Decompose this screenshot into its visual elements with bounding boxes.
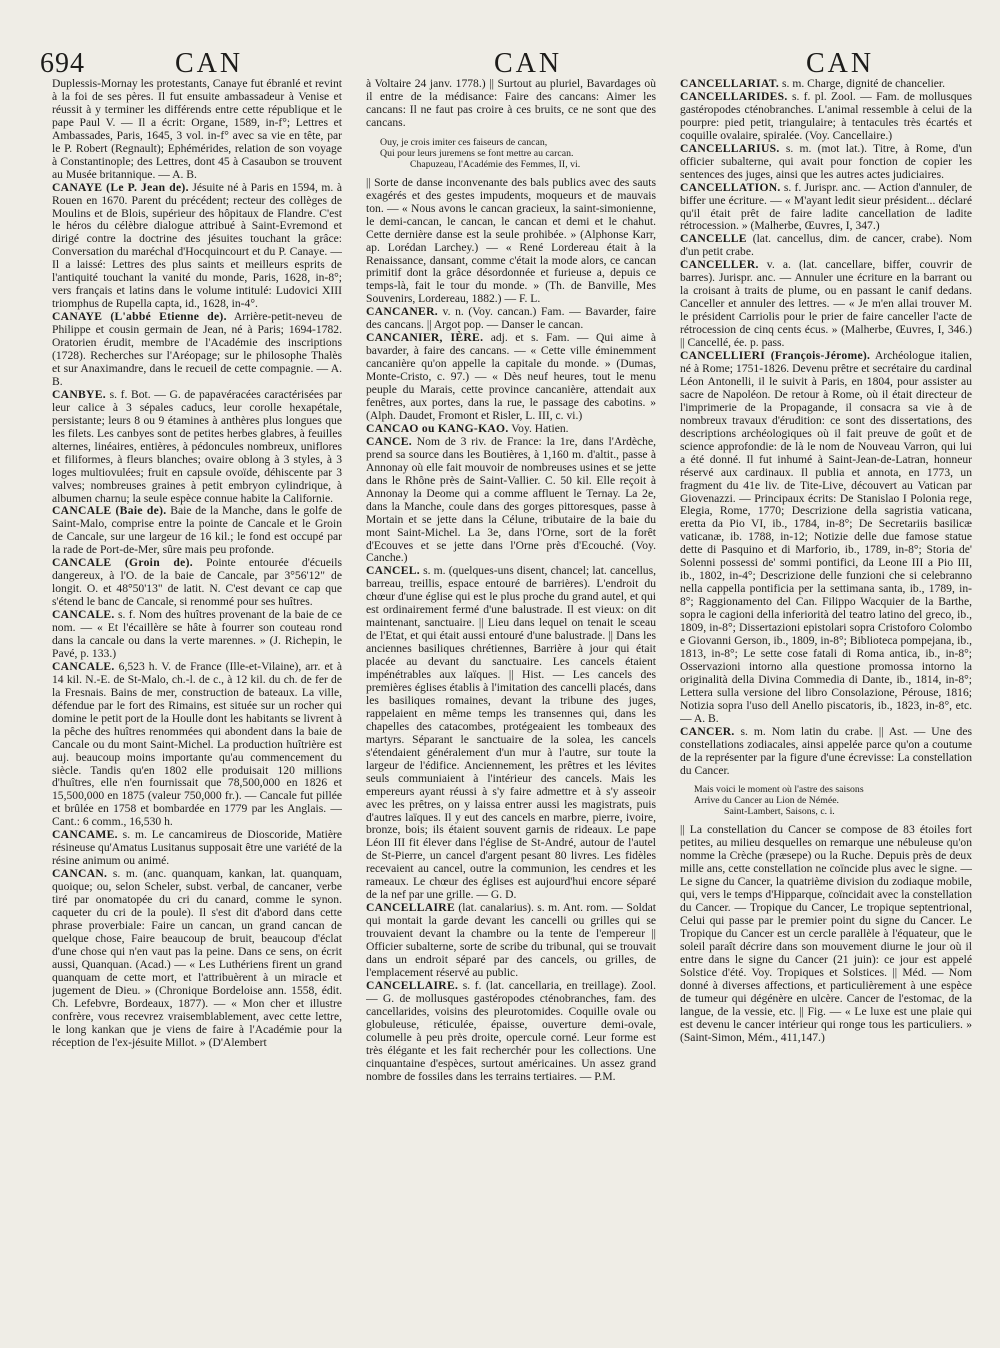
dictionary-entry bbox=[366, 332, 656, 423]
running-head-left: CAN bbox=[175, 48, 244, 79]
verse-line: Arrive du Cancer au Lion de Némée. bbox=[694, 795, 839, 807]
entry-headword: CANCALE. bbox=[52, 608, 115, 622]
entry-body: s. m. (quelques-uns disent, chancel; lat. cancellus, barreau, treillis, espace entouré de barrières). L'endroit du chœur d'une église qui est le plus proche du grand autel, et qui est ordinairement fermé d'une balustrade. Il est vieux: on dit maintenant, sanctuaire. || Lieu dans lequel on tenait le sceau de l'Etat, et qui était aussi entouré d'une balustrade. || Dans les anciennes basiliques chrétiennes, Barrière à jour qui était placée au devant du sanctuaire. Les cancels étaient impénétrables aux laïques. || Hist. — Les cancels des premières églises établis à l'imitation des cancelli placés, dans les basiliques romaines, devant la tribune des juges, rappelaient en même temps les transennes qui, dans les chapelles des catacombes, protégeaient les tombeaux des martyrs. Séparant le sanctuaire de la solea, les cancels s'étendaient généralement d'un mur à l'autre, sur toute la largeur de l'édifice. Anciennement, les prêtres et les lévites seuls communiaient à l'intérieur des cancels. Mais les empereurs ayant réussi à s'y faire admettre et à s'y asseoir avec les prêtres, on y laissa entrer aussi les magistrats, puis d'autres laïques. Il y eut des cancels en marbre, pierre, ivoire, bronze, bois; ils étaient souvent garnis de rideaux. Le pape Léon III fit élever dans l'église de St-André, autour de l'autel de St-Pierre, un cancel d'argent pesant 80 livres. Les fidèles recevaient au cancel, outre la communion, les cendres et les rameaux. Le chœur des églises est aujourd'hui encore séparé de la nef par une grille. — G. D. bbox=[366, 564, 656, 902]
dictionary-entry bbox=[680, 143, 972, 182]
entry-continuation: à Voltaire 24 janv. 1778.) || Surtout au pluriel, Bavardages où il entre de la médisance: Faire des cancans: Aimer les cancans: Il ne faut pas croire à ces bruits, ce ne sont que des cancans. bbox=[366, 78, 656, 129]
dictionary-entry bbox=[52, 661, 342, 829]
entry-body: s. f. (lat. cancellaria, en treillage). Zool. — G. de mollusques gastéropodes cténobranches, fam. des cancellarides, voisins des pleurotomides. Coquille ovale ou globuleuse, réticulée, épaisse, ouverture demi-ovale, columelle à peu près droite, opercule corné. Leur forme est très élégante et les fait recherchér pour les collections. Une cinquantaine d'espèces, surtout américaines. Un assez grand nombre de fossiles dans les terrains tertiaires. — P.M. bbox=[366, 978, 656, 1083]
entry-body: v. a. (lat. cancellare, biffer, couvrir de barres). Jurispr. anc. — Annuler une écriture en la barrant ou la croisant à traits de plume, ou en passant le canif dedans. Canceller et annuler des lettres. — « Je m'en allai trouver M. le président Carriolis pour le prier de faire canceller l'acte de rétrocession de cinq cents écus. » (Malherbe, Œuvres, I, 346.) || Cancellé, ée. p. pass. bbox=[680, 258, 972, 350]
entry-body: s. f. Nom des huîtres provenant de la baie de ce nom. — « Et l'écaillère se hâte à fourrer son couteau rond dans la cancale ou dans la verte marennes. » (J. Richepin, le Pavé, p. 133.) bbox=[52, 608, 342, 660]
entry-headword: CANAYE (Le P. Jean de). bbox=[52, 180, 189, 194]
entry-headword: CANCALE (Groin de). bbox=[52, 556, 193, 570]
dictionary-entry bbox=[52, 389, 342, 506]
entry-headword: CANCELLAIRE. bbox=[366, 978, 459, 992]
entry-headword: CANCELLER. bbox=[680, 258, 759, 272]
running-head-center: CAN bbox=[494, 48, 563, 79]
entry-body: v. n. (Voy. cancan.) Fam. — Bavarder, faire des cancans. || Argot pop. — Danser le cancan. bbox=[366, 305, 656, 332]
dictionary-entry bbox=[52, 829, 342, 868]
entry-body: s. f. pl. Zool. — Fam. de mollusques gastéropodes cténobranches. L'animal ressemble à celui de la pourpre: pied petit, triangulaire; à tentacules très écartés et coquille ovalaire, spiralée. (Voy. Cancellaire.) bbox=[680, 89, 972, 142]
entry-body: Arrière-petit-neveu de Philippe et cousin germain de Jean, né à Paris; 1694-1782. Oratorien érudit, membre de l'Académie des inscriptions (1728). Recherches sur l'Aréopage; sur le philosophe Thalès et sur Anaximandre, dans le recueil de cette compagnie. — A. B. bbox=[52, 310, 342, 388]
dictionary-entry bbox=[52, 868, 342, 1049]
text-column-right bbox=[680, 78, 972, 1340]
entry-headword: CANCELLARIAT. bbox=[680, 78, 780, 90]
page-number: 694 bbox=[40, 48, 85, 79]
entry-body: Nom de 3 riv. de France: la 1re, dans l'Ardèche, prend sa source dans les Boutières, à 1,160 m. d'altit., passe à Annonay où elle fait mouvoir de nombreuses usines et se jette dans le Rhône près de Saint-Vallier. C. 50 kil. Elle reçoit à Annonay la Deome qui a comme affluent le Ternay. La 2e, dans la Manche, coule dans des gorges pittoresques, passe à Mortain et se jette dans la Célune, tributaire de la baie du mont Saint-Michel. La 3e, dans l'Orne, sort de la forêt d'Ecouves et se jette dans l'Orne près d'Ecouché. (Voy. Canche.) bbox=[366, 434, 656, 565]
dictionary-entry bbox=[52, 182, 342, 312]
entry-headword: CANCANIER, IÈRE. bbox=[366, 331, 484, 345]
entry-headword: CANAYE (L'abbé Etienne de). bbox=[52, 310, 227, 324]
entry-headword: CANCALE (Baie de). bbox=[52, 504, 167, 518]
quotation-source: Saint-Lambert, Saisons, c. i. bbox=[724, 806, 835, 818]
entry-headword: CANCE. bbox=[366, 434, 412, 448]
verse-quotation bbox=[694, 784, 972, 817]
entry-continuation: Duplessis-Mornay les protestants, Canaye fut ébranlé et revint à la foi de ses pères. Il fut ensuite ambassadeur à Venise et réussit à y terminer les différends entre cette république et le pape Paul V. — Il a écrit: Organe, 1589, in-f°; Lettres et Ambassades, Paris, 1645, 3 vol. in-f° avec sa vie en tête, par le P. Robert (Regnault); Ephémérides, relation de son voyage à Constantinople; des Lettres, dont 45 à Casaubon se trouvent au Musée britannique. — A. B. bbox=[52, 78, 342, 181]
dictionary-entry bbox=[366, 306, 656, 332]
entry-body: Jésuite né à Paris en 1594, m. à Rouen en 1670. Parent du précédent; recteur des collèges de Moulins et de Blois, supérieur des hôpitaux de Flandre. C'est le héros du célèbre dialogue attribué à Saint-Evremond et dirigé contre la doctrine des jésuites touchant la grâce: Conversation du maréchal d'Hocquincourt et du P. Canaye. — Il a laissé: Lettres des plus saints et meilleurs esprits de l'antiquité touchant la vanité du monde, Paris, 1628, in-8°; vers français et latins dans le volume intitulé: Ludovici XIII triomphus de Rupella capta, id., 1628, in-4°. bbox=[52, 180, 342, 311]
verse-line: Mais voici le moment où l'astre des saisons bbox=[694, 784, 864, 796]
entry-continuation: || Sorte de danse inconvenante des bals publics avec des sauts exagérés et des gestes impudents, moqueurs et de mauvais ton. — « Nous avons le cancan gracieux, la saint-simonienne, le demi-cancan, le cancan, le cancan et demi et le chahut. Cette dernière danse est la seule prohibée. » (Alphonse Karr, ap. Lorédan Larchey.) — « René Lordereau était à la Renaissance, dansant, comme c'était la mode alors, ce cancan primitif dont la grâce désordonnée et furieuse a, depuis ce temps-là, fait le tour du monde. » (Th. de Banville, Mes Souvenirs, Lordereau, 1882.) — F. L. bbox=[366, 175, 656, 306]
entry-headword: CANCANER. bbox=[366, 305, 438, 319]
entry-body: Archéologue italien, né à Rome; 1751-1826. Devenu prêtre et secrétaire du cardinal Léon Antonelli, il le suivit à Paris, en 1804, pour assister au sacre de Napoléon. De retour à Rome, où il était directeur de l'imprimerie de la Propagande, il consacra sa vie à de nombreux travaux d'érudition: ce sont des dissertations, des descriptions archéologiques où il fait preuve de goût et de science approfondie: de là le nom de Nouveau Varron, qui lui a été donné. Il fut inhumé à Saint-Jean-de-Latran, honneur réservé aux cardinaux. Il publia et annota, en 1773, un fragment du 41e liv. de Tite-Live, découvert au Vatican par Giovenazzi. — Principaux écrits: De Stanislao I Polonia rege, Elegia, Rome, 1770; Descrizione della sagristia vaticana, eretta da Pio VI, ib., 1784, in-8°; De Secretariis basilicæ vaticanæ, ib. 1788, in-12; Notizie delle due famose statue dette di Pasquino et di Marforio, ib., 1789, in-8°; Storia de' Solenni possessi de' sommi pontifici, da Leone III a Pio III, ib., 1802, in-4°; Descrizione delle funzioni che si celebranno nella cappella pontificia per la settimana santa, ib., 1789, in-8°; Raggionamento del Can. Filippo Wacquier de la Barthe, sopra le cagioni della inferiorità del teatro latino del greco, ib., 1809, in-8°; Dissertazioni epistolari sopra Cristoforo Colombo e Giovanni Gerson, ib., 1809, in-8°; Biblioteca pompejana, ib., 1813, in-8°; Le sette cose fatali di Roma antica, ib., in-8°; Osservazioni intorno alla questione promossa intorno la originalità della Divina Commedia di Dante, ib., 1814, in-8°; Lettera sulla versione del libro Consolazione, Pérouse, 1816; Notizia sopra l'uso dell Anello piscatoris, ib., 1823, in-8°, etc. — A. B. bbox=[680, 349, 972, 725]
dictionary-entry bbox=[680, 91, 972, 143]
entry-body: 6,523 h. V. de France (Ille-et-Vilaine), arr. et à 14 kil. N.-E. de St-Malo, ch.-l. de c., à 12 kil. du ch. de fer de la Fresnais. Bains de mer, construction de bateaux. La ville, défendue par le fort des Rimains, est située sur un rocher qui domine le petit port de la Houlle dont les habitants se livrent à la pêche des huîtres renommées qui abondent dans la baie de Cancale ou du mont Saint-Michel. La production huîtrière est auj. beaucoup moins importante qu'au commencement du siècle. Tandis qu'en 1802 elle produisait 120 millions d'huîtres, elle n'en fournissait que 78,500,000 en 1826 et 15,500,000 en 1875 (valeur 750,000 fr.). — Cancale fut pillée et brûlée en 1758 et bombardée en 1779 par les Anglais. — Cant.: 6 comm., 16,530 h. bbox=[52, 659, 342, 829]
dictionary-entry bbox=[680, 182, 972, 234]
entry-headword: CANCEL. bbox=[366, 564, 420, 578]
dictionary-entry bbox=[52, 311, 342, 389]
dictionary-entry bbox=[52, 505, 342, 557]
entry-body: (lat. cancellus, dim. de cancer, crabe). Nom d'un petit crabe. bbox=[680, 232, 972, 259]
verse-line: Ouy, je crois imiter ces faiseurs de cancan, bbox=[380, 136, 548, 148]
entry-headword: CANCELLATION. bbox=[680, 180, 781, 194]
verse-line: Qui pour leurs juremens se font mettre au carcan. bbox=[380, 147, 574, 159]
dictionary-entry bbox=[680, 726, 972, 778]
entry-body: s. m. Nom latin du crabe. || Ast. — Une des constellations zodiacales, ainsi appelée parce qu'on a coutume de la représenter par la figure d'une écrevisse: La constellation du Cancer. bbox=[680, 724, 972, 777]
entry-body: s. m. Charge, dignité de chancelier. bbox=[779, 78, 946, 90]
entry-body: s. m. (anc. quanquam, kankan, lat. quanquam, quoique; ou, selon Scheler, subst. verbal, de cancaner, verbe tiré par onomatopée du cri du canard, comme le synon. caqueter du cri de la poule). Il s'est dit d'abord dans cette phrase proverbiale: Faire un cancan, un grand cancan de quelque chose, Faire beaucoup de bruit, beaucoup d'éclat d'une chose qui n'en vaut pas la peine. Dans ce sens, on écrit aussi, Quanquan. (Acad.) — « Les Luthériens firent un grand quanquam de cette mort, et l'attribuèrent à un miracle et jugement de Dieu. » (Chronique Bordeloise ann. 1558, édit. Ch. Lefebvre, Bordeaux, 1877). — « Mon cher et illustre confrère, vous recevrez vraisemblablement, avec cette lettre, le long kankan que je viens de faire à l'Académie pour la réception de l'ex-jésuite Millot. » (D'Alembert bbox=[52, 867, 342, 1049]
entry-body: (lat. canalarius). s. m. Ant. rom. — Soldat qui montait la garde devant les cancelli ou grilles qui se trouvaient devant la chambre ou la tente de l'empereur || Officier subalterne, sorte de scribe du tribunal, qui se trouvait dans un endroit séparé par des cancels, ou grilles, de l'emplacement réservé au public. bbox=[366, 901, 656, 979]
entry-body: s. f. Bot. — G. de papavéracées caractérisées par leur calice à 3 sépales caducs, leur corolle hexapétale, persistante; leurs 8 ou 9 étamines à anthères plus longues que les filets. Les canbyes sont de petites herbes glabres, à feuilles alternes, linéaires, entières, à pédoncules nombreux, uniflores et filiformes, à fleurs blanches; ovaire oblong à 3 styles, à 3 loges multiovulées; fruit en capsule ovoïde, déhiscente par 3 valves; nombreuses graines à petit embryon cylindrique, à albumen charnu; la seule espèce connue habite la Californie. bbox=[52, 387, 342, 505]
dictionary-entry bbox=[680, 350, 972, 726]
entry-headword: CANCAO ou KANG-KAO. bbox=[366, 421, 509, 435]
entry-headword: CANBYE. bbox=[52, 387, 106, 401]
entry-headword: CANCELLIERI (François-Jérome). bbox=[680, 349, 871, 363]
entry-headword: CANCELLE bbox=[680, 232, 747, 246]
dictionary-entry bbox=[52, 557, 342, 609]
dictionary-entry bbox=[52, 609, 342, 661]
entry-body: s. m. (mot lat.). Titre, à Rome, d'un officier subalterne, qui avait pour fonction de copier les sentences des juges, ainsi que les autres actes judiciaires. bbox=[680, 141, 972, 181]
running-head-right: CAN bbox=[806, 48, 875, 79]
entry-headword: CANCELLARIUS. bbox=[680, 141, 780, 155]
dictionary-entry bbox=[366, 902, 656, 980]
entry-headword: CANCALE. bbox=[52, 659, 115, 673]
entry-body: Voy. Hatien. bbox=[508, 421, 569, 435]
text-column-left bbox=[52, 78, 342, 1340]
entry-continuation: || La constellation du Cancer se compose de 83 étoiles fort petites, au milieu desquelles on remarque une nébuleuse qu'on nomme la Crèche (præsepe) ou la Ruche. Depuis près de deux mille ans, cette constellation ne coïncide plus avec le signe. — Le signe du Cancer, la quatrième division du zodiaque mobile, qui, vers le temps d'Hipparque, coïncidait avec la constellation du Cancer. — Tropique du Cancer, Le tropique septentrional, Celui qui passe par le premier point du signe du Cancer. Le Tropique du Cancer est un cercle parallèle à l'équateur, que le soleil paraît décrire dans son mouvement diurne le jour où il entre dans le signe du Cancer (21 juin): ce jour est appelé Solstice d'été. Voy. Tropiques et Solstices. || Méd. — Nom donné à diverses affections, et particulièrement à une espèce de tumeur qui dégénère en ulcère. Cancer de l'estomac, de la langue, de la vessie, etc. || Fig. — « Le luxe est une plaie qui est devenu le cancer intérieur qui ronge tous les particuliers. » (Saint-Simon, Mém., 411,147.) bbox=[680, 823, 972, 1044]
entry-body: Baie de la Manche, dans le golfe de Saint-Malo, comprise entre la pointe de Cancale et le Groin de Cancale, sur une largeur de 16 kil.; le fond est occupé par la rade de Port-de-Mer, sûre mais peu profonde. bbox=[52, 504, 342, 557]
dictionary-entry bbox=[366, 436, 656, 566]
entry-headword: CANCELLARIDES. bbox=[680, 89, 788, 103]
entry-body: Pointe entourée d'écueils dangereux, à l'O. de la baie de Cancale, par 3°56'12" de longit. O. et 48°50'13" de latit. N. C'est devant ce cap que s'étend le banc de Cancale, si renommé pour ses huîtres. bbox=[52, 556, 342, 609]
entry-headword: CANCER. bbox=[680, 724, 735, 738]
entry-headword: CANCELLAIRE bbox=[366, 901, 455, 915]
dictionary-entry bbox=[366, 565, 656, 902]
entry-body: adj. et s. Fam. — Qui aime à bavarder, à faire des cancans. — « Cette ville éminemment cancanière qu'on appelle la capitale du monde. » (Dumas, Monte-Cristo, c. 97.) — « Dès neuf heures, tout le menu peuple du Marais, cette province cancanière, attendait aux fenêtres, aux portes, dans la rue, le passage des cabotins. » (Alph. Daudet, Fromont et Risler, L. III, c. vi.) bbox=[366, 331, 656, 422]
entry-headword: CANCAME. bbox=[52, 828, 118, 842]
entry-headword: CANCAN. bbox=[52, 867, 108, 881]
entry-body: s. m. Le cancamireus de Dioscoride, Matière résineuse qu'Amatus Lusitanus supposait être une variété de la résine animum ou animé. bbox=[52, 828, 342, 868]
dictionary-entry bbox=[680, 259, 972, 350]
quotation-source: Chapuzeau, l'Académie des Femmes, II, vi. bbox=[410, 158, 581, 170]
dictionary-entry bbox=[680, 233, 972, 259]
text-column-middle bbox=[366, 78, 656, 1340]
dictionary-entry bbox=[366, 980, 656, 1084]
entry-body: s. f. Jurispr. anc. — Action d'annuler, de biffer une écriture. — « M'ayant ledit sieur président... déclaré qu'il était prêt de faire ladite cancellation de ladite rétrocession. » (Malherbe, Œuvres, I, 347.) bbox=[680, 180, 972, 233]
verse-quotation bbox=[380, 137, 656, 170]
